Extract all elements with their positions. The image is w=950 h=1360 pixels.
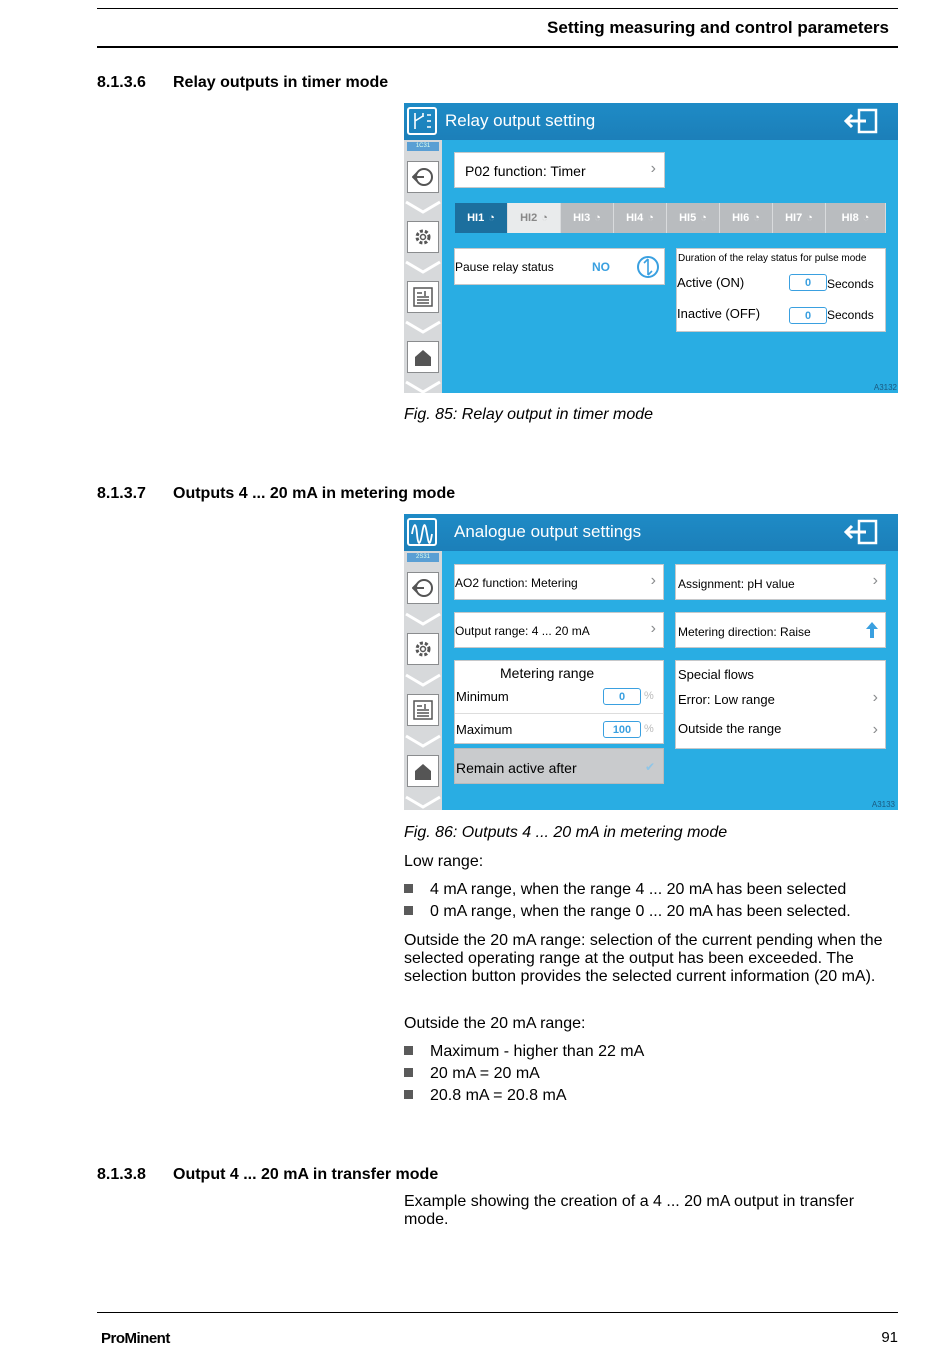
tab-hi2[interactable]: HI2 ◔ (508, 203, 561, 233)
section-title: Output 4 ... 20 mA in transfer mode (173, 1166, 439, 1183)
header-bottom-rule (97, 46, 898, 48)
chevron-down-icon (404, 200, 442, 214)
transfer-paragraph: Example showing the creation of a 4 ... 20 mA output in transfer mode. (404, 1193, 855, 1228)
function-selector[interactable] (454, 152, 665, 188)
chevron-down-icon (404, 734, 442, 748)
clock-icon: ◔ (700, 212, 707, 224)
special-title: Special flows (678, 667, 754, 682)
tab-hi1[interactable]: HI1 ◔ (455, 203, 508, 233)
chevron-right-icon: › (650, 160, 656, 177)
inactive-label: Inactive (OFF) (677, 306, 761, 321)
direction-selector[interactable] (675, 612, 886, 648)
home-icon[interactable] (407, 341, 439, 373)
outside-row[interactable] (676, 717, 885, 743)
chevron-right-icon: › (650, 572, 656, 589)
section-number: 8.1.3.6 (97, 74, 146, 91)
chevron-down-icon (404, 673, 442, 687)
minimum-input[interactable]: 0 (603, 688, 641, 705)
chevron-down-icon (404, 612, 442, 626)
tab-hi7[interactable]: HI7 ◔ (773, 203, 826, 233)
figure-id: A3132 (873, 383, 897, 392)
page-header-title: Setting measuring and control parameters (547, 18, 889, 37)
duration-panel (676, 248, 886, 332)
function-label: AO2 function: Metering (455, 576, 578, 590)
chevron-right-icon: › (872, 689, 878, 706)
relay-output-screen (404, 103, 898, 393)
checkmark-icon: ✔ (644, 760, 655, 774)
clock-icon: ◔ (753, 212, 760, 224)
chevron-down-icon (404, 260, 442, 274)
remain-active-row[interactable] (454, 748, 664, 784)
outside-heading: Outside the 20 mA range: (404, 1015, 586, 1032)
bullet-square-icon (404, 1068, 413, 1077)
inactive-input[interactable]: 0 (789, 307, 827, 324)
exit-icon[interactable] (844, 107, 880, 135)
maximum-input[interactable]: 100 (603, 721, 641, 738)
output-range-selector[interactable] (454, 612, 664, 648)
chevron-right-icon: › (650, 620, 656, 637)
arrow-up-icon (865, 621, 879, 639)
settings-gear-icon[interactable] (407, 633, 439, 665)
low-range-heading: Low range: (404, 853, 484, 870)
list-item: 20.8 mA = 20.8 mA (404, 1087, 567, 1105)
back-icon[interactable] (407, 572, 439, 604)
clock-icon: ◔ (541, 212, 548, 224)
active-label: Active (ON) (677, 275, 745, 290)
menu-list-icon[interactable] (407, 281, 439, 313)
tab-hi8[interactable]: HI8 ◔ (826, 203, 886, 233)
duration-title: Duration of the relay status for pulse mode (678, 253, 867, 264)
minimum-unit: % (644, 690, 654, 702)
figure-caption: Fig. 85: Relay output in timer mode (404, 406, 654, 423)
chevron-down-icon (404, 795, 442, 809)
side-nav (404, 551, 442, 810)
exit-icon[interactable] (844, 518, 880, 546)
figure-id: A3133 (871, 800, 895, 809)
section-number: 8.1.3.7 (97, 485, 146, 502)
footer-rule (97, 1312, 898, 1313)
chevron-down-icon (404, 380, 442, 393)
row-divider (455, 713, 663, 714)
screen-title: Analogue output settings (454, 522, 642, 541)
chevron-right-icon: › (872, 572, 878, 589)
clock-icon: ◔ (488, 212, 495, 224)
assignment-label: Assignment: pH value (678, 577, 795, 591)
section-title: Relay outputs in timer mode (173, 74, 389, 91)
remain-label: Remain active after (456, 760, 577, 776)
side-tag: 1C31 (407, 142, 439, 151)
maximum-label: Maximum (456, 722, 513, 737)
figure-caption: Fig. 86: Outputs 4 ... 20 mA in metering mode (404, 824, 728, 841)
bullet-square-icon (404, 1090, 413, 1099)
brand-logo: ProMinent (101, 1330, 170, 1347)
clock-icon: ◔ (594, 212, 601, 224)
section-title: Outputs 4 ... 20 mA in metering mode (173, 485, 456, 502)
bullet-square-icon (404, 884, 413, 893)
pause-label: Pause relay status (455, 260, 554, 274)
inactive-unit: Seconds (827, 308, 874, 322)
bullet-square-icon (404, 906, 413, 915)
metering-range-panel (454, 660, 664, 744)
pause-relay-row[interactable] (454, 248, 665, 285)
error-row[interactable] (676, 687, 885, 713)
minimum-label: Minimum (456, 689, 509, 704)
special-flows-panel (675, 660, 886, 749)
active-input[interactable]: 0 (789, 274, 827, 291)
bullet-square-icon (404, 1046, 413, 1055)
list-item: 4 mA range, when the range 4 ... 20 mA has been selected (404, 881, 846, 899)
function-selector[interactable] (454, 564, 664, 600)
side-tag: 2S31 (407, 553, 439, 562)
tab-hi3[interactable]: HI3 ◔ (561, 203, 614, 233)
list-item: 20 mA = 20 mA (404, 1065, 540, 1083)
section-number: 8.1.3.8 (97, 1166, 146, 1183)
header-top-rule (97, 8, 898, 9)
waveform-icon (407, 518, 437, 546)
tab-hi6[interactable]: HI6 ◔ (720, 203, 773, 233)
toggle-icon[interactable] (636, 255, 660, 279)
error-label: Error: Low range (678, 692, 775, 707)
maximum-unit: % (644, 723, 654, 735)
clock-icon: ◔ (806, 212, 813, 224)
direction-label: Metering direction: Raise (678, 625, 811, 639)
output-range-label: Output range: 4 ... 20 mA (455, 624, 590, 638)
clock-icon: ◔ (862, 212, 870, 224)
tab-hi4[interactable]: HI4 ◔ (614, 203, 667, 233)
outside-paragraph: Outside the 20 mA range: selection of the current pending when the selected operating range at the output has been exceeded. The selection button provides the selected current information (20 mA). (404, 932, 883, 985)
list-item: Maximum - higher than 22 mA (404, 1043, 644, 1061)
relay-icon (407, 107, 437, 135)
chevron-down-icon (404, 320, 442, 334)
tab-hi5[interactable]: HI5 ◔ (667, 203, 720, 233)
metering-range-title: Metering range (500, 665, 595, 681)
list-item: 0 mA range, when the range 0 ... 20 mA has been selected. (404, 903, 851, 921)
assignment-selector[interactable] (675, 564, 886, 600)
chevron-right-icon: › (872, 721, 878, 738)
home-icon[interactable] (407, 755, 439, 787)
settings-gear-icon[interactable] (407, 221, 439, 253)
menu-list-icon[interactable] (407, 694, 439, 726)
pause-value: NO (592, 260, 610, 274)
function-label: P02 function: Timer (465, 163, 586, 179)
back-icon[interactable] (407, 161, 439, 193)
clock-icon: ◔ (647, 212, 654, 224)
page-number: 91 (881, 1329, 898, 1346)
outside-label: Outside the range (678, 721, 782, 736)
side-nav (404, 140, 442, 393)
active-unit: Seconds (827, 277, 874, 291)
screen-title: Relay output setting (445, 111, 596, 130)
analogue-output-screen (404, 514, 898, 810)
